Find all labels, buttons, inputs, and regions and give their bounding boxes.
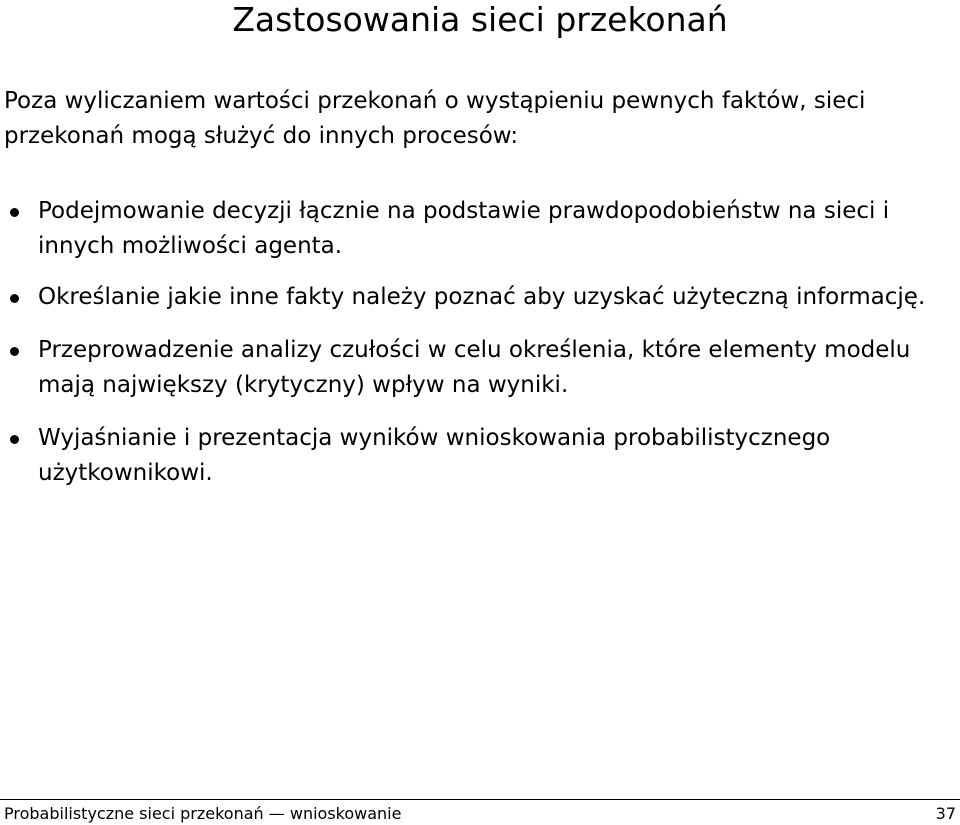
page-number: 37 [935, 804, 956, 823]
bullet-text: Podejmowanie decyzji łącznie na podstawie prawdopodobieństw na sieci i innych możliwości agenta. [38, 198, 890, 259]
bullet-dot-icon [10, 294, 19, 303]
bullet-item [0, 333, 950, 403]
bullet-text: Określanie jakie inne fakty należy poznać aby uzyskać użyteczną informację. [38, 284, 926, 310]
bullet-item [0, 194, 950, 264]
bullet-text: Przeprowadzenie analizy czułości w celu określenia, które elementy modelu mają największy (krytyczny) wpływ na wyniki. [38, 337, 911, 398]
bullet-text: Wyjaśnianie i prezentacja wyników wnioskowania probabilistycznego użytkownikowi. [38, 425, 831, 486]
bullet-item [0, 421, 950, 491]
bullet-dot-icon [10, 435, 19, 444]
intro-paragraph: Poza wyliczaniem wartości przekonań o wystąpieniu pewnych faktów, sieci przekonań mogą służyć do innych procesów: [4, 88, 866, 149]
footer-title: Probabilistyczne sieci przekonań — wnioskowanie [4, 804, 402, 823]
slide-title: Zastosowania sieci przekonań [232, 0, 728, 39]
bullet-dot-icon [10, 208, 19, 217]
bullet-item [0, 280, 950, 315]
bullet-list [0, 194, 950, 507]
footer-divider [0, 799, 960, 800]
bullet-dot-icon [10, 347, 19, 356]
